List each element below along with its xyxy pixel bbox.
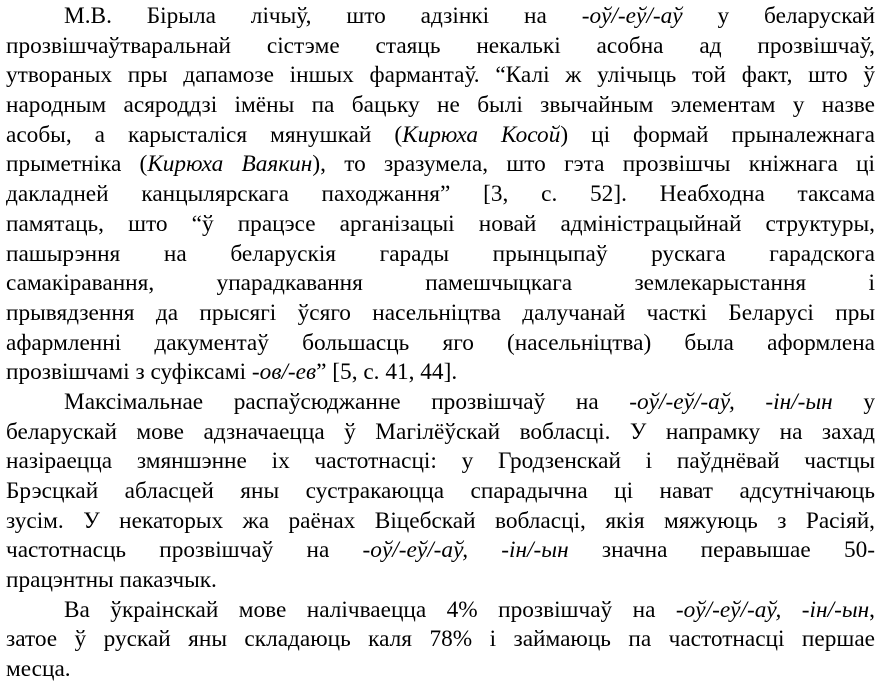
text-line — [6, 625, 875, 655]
text-segment: М.В. Бірыла лічыў, што адзінкі на — [64, 3, 582, 29]
text-segment: працэнтны паказчык. — [6, 567, 217, 594]
text-segment: ” [5, с. 41, 44]. — [316, 359, 458, 386]
text-line — [6, 61, 875, 91]
text-segment: прозвішчамі з суфіксамі — [6, 359, 252, 386]
text-segment: прывядзення да прысягі ўсяго насельніцтва далучанай часткі Беларусі пры — [6, 299, 875, 326]
paragraph-1 — [6, 2, 875, 388]
text-segment: значна перавышае 50- — [568, 537, 875, 564]
text-segment: дакладней канцылярскага паходжання” [3, с. 52]. Неабходна таксама — [6, 181, 875, 208]
text-line — [6, 358, 875, 388]
text-line — [6, 477, 875, 507]
text-segment: самакіравання, упарадкавання памешчыцкага землекарыстання і — [6, 270, 875, 297]
text-segment: народным асяроддзі імёны па бацьку не былі звычайным элементам у назве — [6, 92, 875, 119]
text-segment: прыметніка ( — [6, 151, 148, 178]
paragraph-3 — [6, 596, 875, 685]
text-line — [6, 2, 875, 32]
text-segment: Ва ўкраінскай мове налічваецца 4% прозвішчаў на — [64, 596, 676, 623]
text-line — [6, 418, 875, 448]
document-page — [0, 2, 889, 688]
italic-term: -оў/-еў/-аў, -ін/-ын — [629, 388, 833, 415]
text-line — [6, 240, 875, 270]
text-segment: зусім. У некаторых жа раёнах Віцебскай вобласці, якія мяжуюць з Расіяй, — [6, 507, 875, 534]
text-line — [6, 655, 875, 685]
text-segment: Брэсцкай абласцей яны сустракаюцца спарадычна ці нават адсутнічаюць — [6, 478, 875, 504]
text-segment: пашырэння на беларускія гарады прынцыпаў рускага гарадскога — [6, 240, 875, 267]
italic-term: Кирюха Ваякин — [147, 151, 313, 178]
italic-term: -оў/-еў/-аў, -ін/-ын — [362, 537, 569, 564]
paragraph-2 — [6, 388, 875, 596]
text-segment: ), то зразумела, што гэта прозвішчы кніжнага ці — [312, 151, 875, 178]
text-line — [6, 32, 875, 62]
text-segment: у — [832, 388, 875, 415]
text-segment: афармленні дакументаў большасць яго (насельніцтва) была аформлена — [6, 329, 875, 356]
text-line — [6, 596, 875, 626]
text-line — [6, 536, 875, 566]
italic-term: -ов/-ев — [251, 359, 317, 386]
italic-term: -оў/-еў/-аў — [581, 3, 683, 29]
text-segment: утвораных пры дапамозе іншых фармантаў. “Калі ж улічыць той факт, што ў — [6, 62, 875, 89]
text-segment: Максімальнае распаўсюджанне прозвішчаў на — [64, 388, 630, 415]
text-segment: ) ці формай прыналежнага — [560, 121, 876, 148]
text-line — [6, 566, 875, 596]
text-line — [6, 210, 875, 240]
text-line — [6, 299, 875, 329]
text-segment: затое ў рускай яны складаюць каля 78% і займаюць па частотнасці першае — [6, 626, 875, 653]
text-line — [6, 507, 875, 537]
text-line — [6, 150, 875, 180]
text-segment: беларускай мове адзначаецца ў Магілёўскай вобласці. У напрамку на захад — [6, 418, 875, 445]
text-line — [6, 388, 875, 418]
text-line — [6, 447, 875, 477]
text-segment: назіраецца змяншэнне іх частотнасці: у Гродзенскай і паўднёвай частцы — [6, 448, 875, 475]
text-segment: частотнасць прозвішчаў на — [6, 537, 363, 564]
text-line — [6, 269, 875, 299]
text-line — [6, 91, 875, 121]
text-segment: асобы, а карысталіся мянушкай ( — [6, 121, 403, 148]
italic-term: -оў/-еў/-аў, -ін/-ын — [675, 596, 870, 623]
text-line — [6, 329, 875, 359]
italic-term: Кирюха Косой — [402, 121, 561, 148]
document-body — [6, 2, 875, 685]
text-line — [6, 121, 875, 151]
text-segment: прозвішчаўтваральнай сістэме стаяць некалькі асобна ад прозвішчаў, — [6, 32, 875, 59]
text-segment: у беларускай — [682, 3, 875, 29]
text-segment: памятаць, што “ў працэсе арганізацыі новай адміністрацыйнай структуры, — [6, 210, 875, 237]
text-line — [6, 180, 875, 210]
text-segment: , — [869, 596, 875, 623]
text-segment: месца. — [6, 656, 71, 683]
